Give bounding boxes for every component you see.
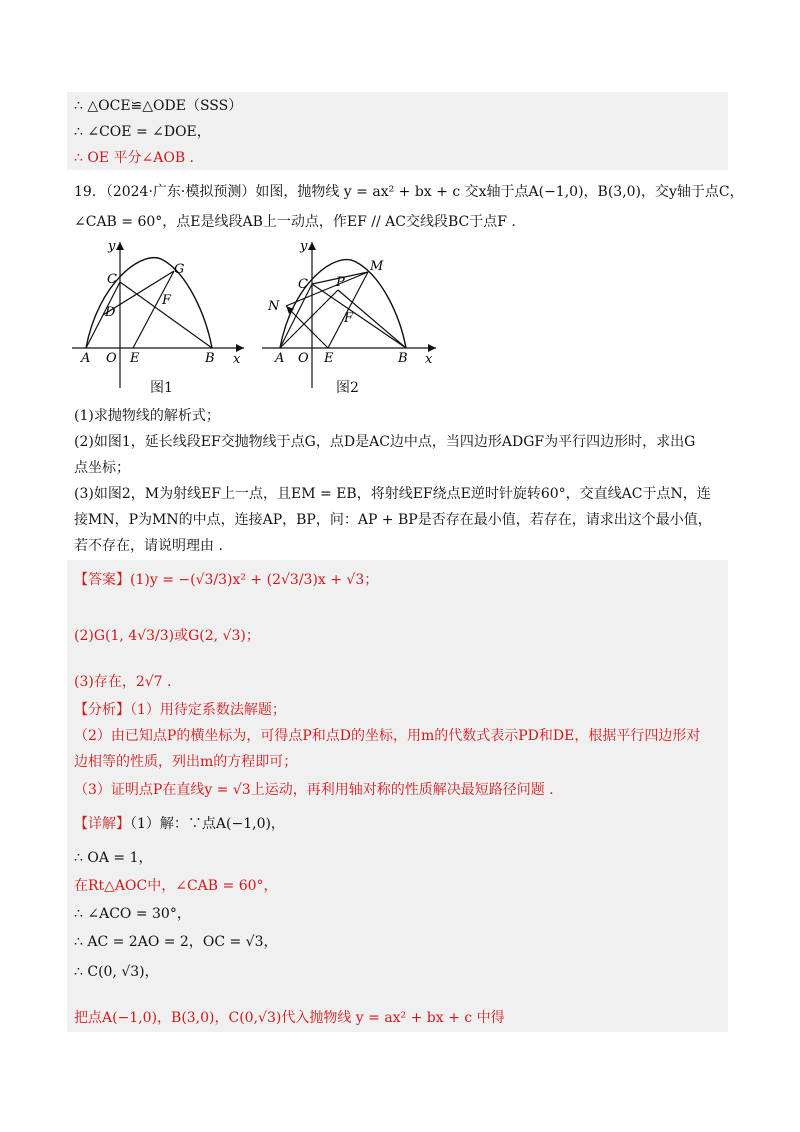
svg-text:N: N [268,299,280,314]
svg-text:F: F [162,293,172,308]
top-line-3: ∴ OE 平分∠AOB . [74,150,195,166]
analysis-tag: 【分析】 [74,702,130,718]
question-2-line-1: (2)如图1，延长线段EF交抛物线于点G，点D是AC边中点，当四边形ADGF为平行四边形时，求出G [74,434,696,450]
svg-text:y: y [300,239,308,254]
svg-text:B: B [205,351,215,366]
svg-text:D: D [105,305,116,320]
detail-step-1: （1）解：∵点A(−1,0)， [130,816,285,832]
analysis-line-2: （2）由已知点P的横坐标为，可得点P和点D的坐标，用m的代数式表示PD和DE，根据平行四边形对 [74,728,701,744]
svg-text:A: A [275,351,285,366]
svg-text:E: E [324,351,334,366]
problem-stem-line-1 [74,182,744,202]
svg-text:O: O [298,351,309,366]
detail-tag: 【详解】 [74,816,130,832]
figure-1-caption: 图1 [150,380,173,396]
question-3-line-2: 接MN，P为MN的中点，连接AP，BP，问：AP + BP是否存在最小值，若存在，请求出这个最小值， [74,512,712,528]
answer-1: (1)y = −(√3/3)x² + (2√3/3)x + √3； [130,572,379,588]
svg-text:M: M [370,259,384,274]
problem-number: 19． [74,184,106,200]
fig1-label-x: x [233,352,241,367]
analysis-line-3: 边相等的性质，列出m的方程即可； [74,754,298,770]
analysis-line-1 [74,700,286,720]
detail-line-2: ∴ OA = 1， [74,850,153,866]
figure-2 [258,238,443,398]
svg-text:B: B [398,351,408,366]
detail-line-4: ∴ ∠ACO = 30°， [74,906,191,922]
answer-line-3: (3)存在，2√7 . [74,674,172,690]
question-1: (1)求抛物线的解析式； [74,408,220,424]
answer-line-1 [74,570,378,590]
question-3-line-1: (3)如图2，M为射线EF上一点，且EM = EB，将射线EF绕点E逆时针旋转60°，交直线AC于点N，连 [74,486,711,502]
svg-text:G: G [174,262,185,277]
detail-line-5: ∴ AC = 2AO = 2，OC = √3， [74,934,278,950]
detail-line-3: 在Rt△AOC中，∠CAB = 60°， [74,878,278,894]
top-line-1: ∴ △OCE≌△ODE（SSS） [74,98,243,114]
analysis-line-4: （3）证明点P在直线y = √3上运动，再利用轴对称的性质解决最短路径问题 . [74,782,554,798]
svg-text:A: A [81,351,91,366]
svg-text:E: E [130,351,140,366]
detail-line-1 [74,814,285,834]
svg-text:C: C [298,277,308,292]
analysis-step-1: （1）用待定系数法解题； [130,702,286,718]
figure-2-caption: 图2 [336,380,359,396]
question-3-line-3: 若不存在，请说明理由 . [74,538,223,554]
problem-source: （2024·广东·模拟预测） [105,184,256,200]
answer-tag: 【答案】 [74,572,130,588]
detail-line-6: ∴ C(0, √3)， [74,964,159,980]
svg-text:P: P [336,275,345,290]
question-2-line-2: 点坐标； [74,460,130,476]
fig1-label-y: y [108,239,116,254]
svg-text:x: x [425,352,433,367]
detail-line-7: 把点A(−1,0)，B(3,0)，C(0,√3)代入抛物线 y = ax² + bx + c 中得 [74,1010,505,1026]
answer-line-2: (2)G(1, 4√3/3)或G(2, √3)； [74,628,260,644]
svg-text:F: F [344,311,354,326]
svg-text:C: C [107,272,117,287]
problem-stem-text: 如图，抛物线 y = ax² + bx + c 交x轴于点A(−1,0)，B(3,0)，交y轴于点C， [255,184,744,200]
problem-stem-line-2: ∠CAB = 60°，点E是线段AB上一动点，作EF // AC交线段BC于点F . [74,214,516,230]
figure-1 [68,238,248,398]
top-line-2: ∴ ∠COE = ∠DOE， [74,124,211,140]
svg-text:O: O [106,351,117,366]
